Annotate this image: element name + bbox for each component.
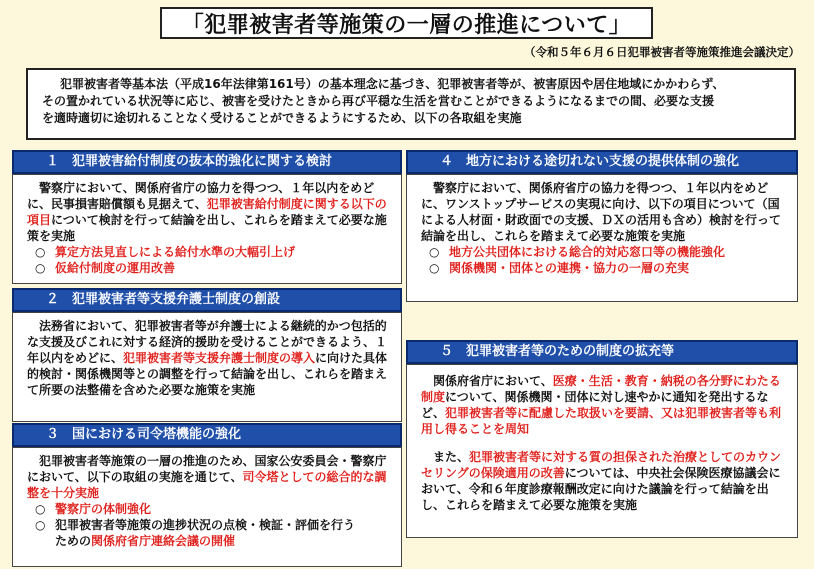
circle-bullet-icon: ○ xyxy=(35,518,46,532)
s3-item-2 xyxy=(27,517,391,533)
decision-subtitle: （令和５年６月６日犯罪被害者等施策推進会議決定） xyxy=(524,45,800,59)
section-5-paragraph-1 xyxy=(421,373,787,437)
section-4-body xyxy=(406,174,798,302)
circle-bullet-icon: ○ xyxy=(429,245,440,259)
circle-bullet-icon: ○ xyxy=(35,245,46,259)
section-3-paragraph xyxy=(27,453,391,501)
section-5-body xyxy=(406,364,798,538)
s1-text-b: めどに、民事損害賠償額も見据えて、 xyxy=(27,181,375,211)
s3-text-a: 犯罪被害者等施策の一層の推進のため、国家公安委員会・警察庁において、以下の取組の実施を通じて、 xyxy=(27,454,387,484)
intro-line-2: その置かれている状況等に応じ、被害を受けたときから再び平穏な生活を営むことができるようになるまでの間、必要な支援 xyxy=(42,94,715,108)
s2-highlight: 犯罪被害者等支援弁護士制度の導入 xyxy=(123,351,316,365)
section-3 xyxy=(12,423,402,567)
s4-item-1-text: 地方公共団体における総合的対応窓口等の機能強化 xyxy=(449,245,726,259)
s3-item-1-text: 警察庁の体制強化 xyxy=(55,502,152,516)
s3-item-1 xyxy=(27,501,391,517)
section-1-paragraph xyxy=(27,180,391,244)
s5-highlight-2: 犯罪被害者等に配慮した取扱いを要請、又は犯罪被害者等も利用し得ることを周知 xyxy=(421,406,782,436)
s5-text-c: また、 xyxy=(433,450,470,464)
s1-item-1 xyxy=(27,244,391,260)
s5-text-b: について、関係機関・団体に対し速やかに通知を発出するなど、 xyxy=(421,390,769,420)
section-4 xyxy=(406,150,798,302)
s5-spacer xyxy=(421,437,787,449)
section-2-paragraph xyxy=(27,318,391,398)
intro-line-1: 犯罪被害者等基本法（平成16年法律第161号）の基本理念に基づき、犯罪被害者等が、被害原因や居住地域にかかわらず、 xyxy=(60,77,725,91)
page-title xyxy=(160,7,653,39)
section-3-body xyxy=(12,447,402,567)
s2-text-a: 法務省において、犯罪被害者等が弁護士による継続的かつ包括的な支援及びこれに対する経済的援助を受けることができるよう、１年以内をめどに、 xyxy=(27,319,388,365)
s1-highlight: 犯罪被害給付制度に関する以下の項目 xyxy=(27,197,387,227)
section-3-heading: ３ 国における司令塔機能の強化 xyxy=(12,423,402,447)
section-4-paragraph: 警察庁において、関係府省庁の協力を得つつ、１年以内をめどに、ワンストップサービスの実現に向け、以下の項目について（国による人材面・財政面での支援、ＤＸの活用も含め）検討を行って結論を出し、これらを踏まえて必要な施策を実施 xyxy=(421,181,782,243)
s1-item-2-text: 仮給付制度の運用改善 xyxy=(55,261,176,275)
section-5-paragraph-2 xyxy=(421,449,787,513)
section-4-heading: ４ 地方における途切れない支援の提供体制の強化 xyxy=(406,150,798,174)
s1-text-a: 警察庁において、関係府省庁の協力を得つつ、１年以内を xyxy=(39,181,351,195)
s4-item-2 xyxy=(421,260,787,276)
s3-item-2-cont xyxy=(27,533,391,549)
section-1-heading: １ 犯罪被害給付制度の抜本的強化に関する検討 xyxy=(12,150,402,174)
section-2 xyxy=(12,288,402,422)
s5-highlight-1: 医療・生活・教育・納税の各分野にわたる制度 xyxy=(421,374,781,404)
s3-highlight: 司令塔としての総合的な調整を十分実施 xyxy=(27,470,387,500)
intro-box xyxy=(26,68,796,140)
s5-text-d: については、中央社会保険医療協議会において、令和６年度診療報酬改定に向けた議論を行って結論を出し、これらを踏まえて必要な施策を実施 xyxy=(421,466,781,512)
s5-highlight-3: 犯罪被害者等に対する質の担保された治療としてのカウンセリングの保険適用の改善 xyxy=(421,450,782,480)
s4-item-1 xyxy=(421,244,787,260)
s5-text-a: 関係府省庁において、 xyxy=(433,374,553,388)
section-5 xyxy=(406,340,798,538)
s3-item-2-text-b: ための xyxy=(55,534,92,548)
s2-text-c: に向けた具体的検討・関係機関等との調整を行って結論を出し、これらを踏まえて所要の法整備を含めた必要な施策を実施 xyxy=(27,351,388,397)
section-5-heading: ５ 犯罪被害者等のための制度の拡充等 xyxy=(406,340,798,364)
s3-item-2-text: 犯罪被害者等施策の進捗状況の点検・検証・評価を行う xyxy=(55,518,356,532)
section-2-body xyxy=(12,312,402,422)
intro-line-3: を適時適切に途切れることなく受けることができるようにするため、以下の各取組を実施 xyxy=(42,111,522,125)
s1-text-c: について検討を行って結論を出し、これらを踏まえて必要な施策を実施 xyxy=(27,213,387,243)
s4-item-2-text: 関係機関・団体との連携・協力の一層の充実 xyxy=(449,261,690,275)
s1-item-1-text: 算定方法見直しによる給付水準の大幅引上げ xyxy=(55,245,296,259)
section-1 xyxy=(12,150,402,284)
section-2-heading: ２ 犯罪被害者等支援弁護士制度の創設 xyxy=(12,288,402,312)
section-1-body xyxy=(12,174,402,284)
page-title-text: 「犯罪被害者等施策の一層の推進について」 xyxy=(181,12,632,38)
circle-bullet-icon: ○ xyxy=(429,261,440,275)
s3-item-2-highlight: 関係府省庁連絡会議の開催 xyxy=(91,534,236,548)
circle-bullet-icon: ○ xyxy=(35,261,46,275)
circle-bullet-icon: ○ xyxy=(35,502,46,516)
s1-item-2 xyxy=(27,260,391,276)
